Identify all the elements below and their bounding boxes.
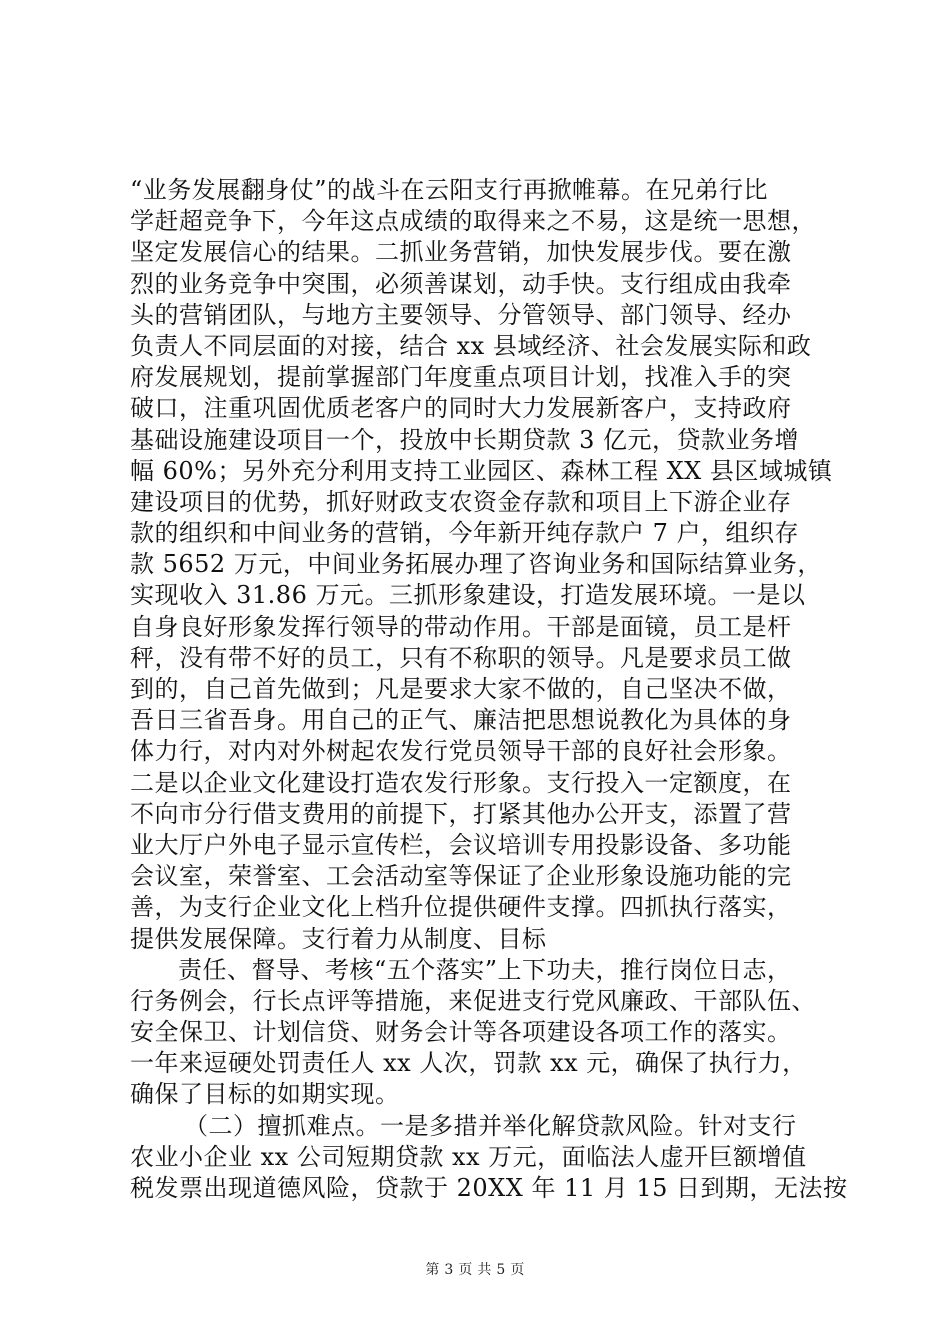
text-line: 业大厅户外电子显示宣传栏，会议培训专用投影设备、多功能 [130,830,792,859]
text-line: “业务发展翻身仗”的战斗在云阳支行再掀帷幕。在兄弟行比 [130,176,769,204]
text-line: 不向市分行借支费用的前提下，打紧其他办公开支，添置了营 [130,799,792,828]
text-line: 农业小企业 xx 公司短期贷款 xx 万元，面临法人虚开巨额增值 [130,1142,807,1171]
text-line: 体力行，对内对外树起农发行党员领导干部的良好社会形象。 [130,737,792,766]
text-line: 一年来逗硬处罚责任人 xx 人次，罚款 xx 元，确保了执行力， [130,1049,807,1078]
body-text [130,175,848,1204]
text-line: 自身良好形象发挥行领导的带动作用。干部是面镜，员工是杆 [130,612,792,641]
text-line: 破口，注重巩固优质老客户的同时大力发展新客户，支持政府 [130,394,792,423]
text-line: 行务例会，行长点评等措施，来促进支行党风廉政、干部队伍、 [130,986,816,1015]
text-line-indented: 责任、督导、考核“五个落实”上下功夫，推行岗位日志， [178,955,792,984]
text-line: 坚定发展信心的结果。二抓业务营销，加快发展步伐。要在激 [130,238,792,267]
text-line: 二是以企业文化建设打造农发行形象。支行投入一定额度，在 [130,768,792,797]
text-line: 款的组织和中间业务的营销，今年新开纯存款户 7 户，组织存 [130,519,800,548]
text-line: 款 5652 万元，中间业务拓展办理了咨询业务和国际结算业务， [130,550,822,579]
text-line: 基础设施建设项目一个，投放中长期贷款 3 亿元，贷款业务增 [130,425,800,454]
text-line: 学赶超竞争下，今年这点成绩的取得来之不易，这是统一思想， [130,207,816,236]
text-line: 头的营销团队，与地方主要领导、分管领导、部门领导、经办 [130,300,792,329]
text-line: 确保了目标的如期实现。 [130,1080,400,1109]
text-line: 实现收入 31.86 万元。三抓形象建设，打造发展环境。一是以 [130,581,806,610]
page-number-footer: 第 3 页 共 5 页 [425,1262,525,1278]
text-line: 秤，没有带不好的员工，只有不称职的领导。凡是要求员工做 [130,643,792,672]
text-line: 府发展规划，提前掌握部门年度重点项目计划，找准入手的突 [130,363,792,392]
text-line: 负责人不同层面的对接，结合 xx 县域经济、社会发展实际和政 [130,331,812,360]
text-line: 烈的业务竞争中突围，必须善谋划，动手快。支行组成由我牵 [130,269,792,298]
text-line: 提供发展保障。支行着力从制度、目标 [130,924,547,953]
text-line: 会议室，荣誉室、工会活动室等保证了企业形象设施功能的完 [130,862,792,891]
text-line-indented: （二）擅抓难点。一是多措并举化解贷款风险。针对支行 [184,1111,797,1140]
text-line: 吾日三省吾身。用自己的正气、廉洁把思想说教化为具体的身 [130,706,792,735]
text-line: 建设项目的优势，抓好财政支农资金存款和项目上下游企业存 [130,487,792,516]
text-line: 税发票出现道德风险，贷款于 20XX 年 11 月 15 日到期，无法按 [130,1174,848,1202]
text-line: 安全保卫、计划信贷、财务会计等各项建设各项工作的落实。 [130,1018,792,1047]
text-line: 善，为支行企业文化上档升位提供硬件支撑。四抓执行落实， [130,893,792,922]
text-line: 到的，自己首先做到；凡是要求大家不做的，自己坚决不做， [130,675,792,703]
text-line: 幅 60%；另外充分利用支持工业园区、森林工程 XX 县区域城镇 [130,456,833,485]
